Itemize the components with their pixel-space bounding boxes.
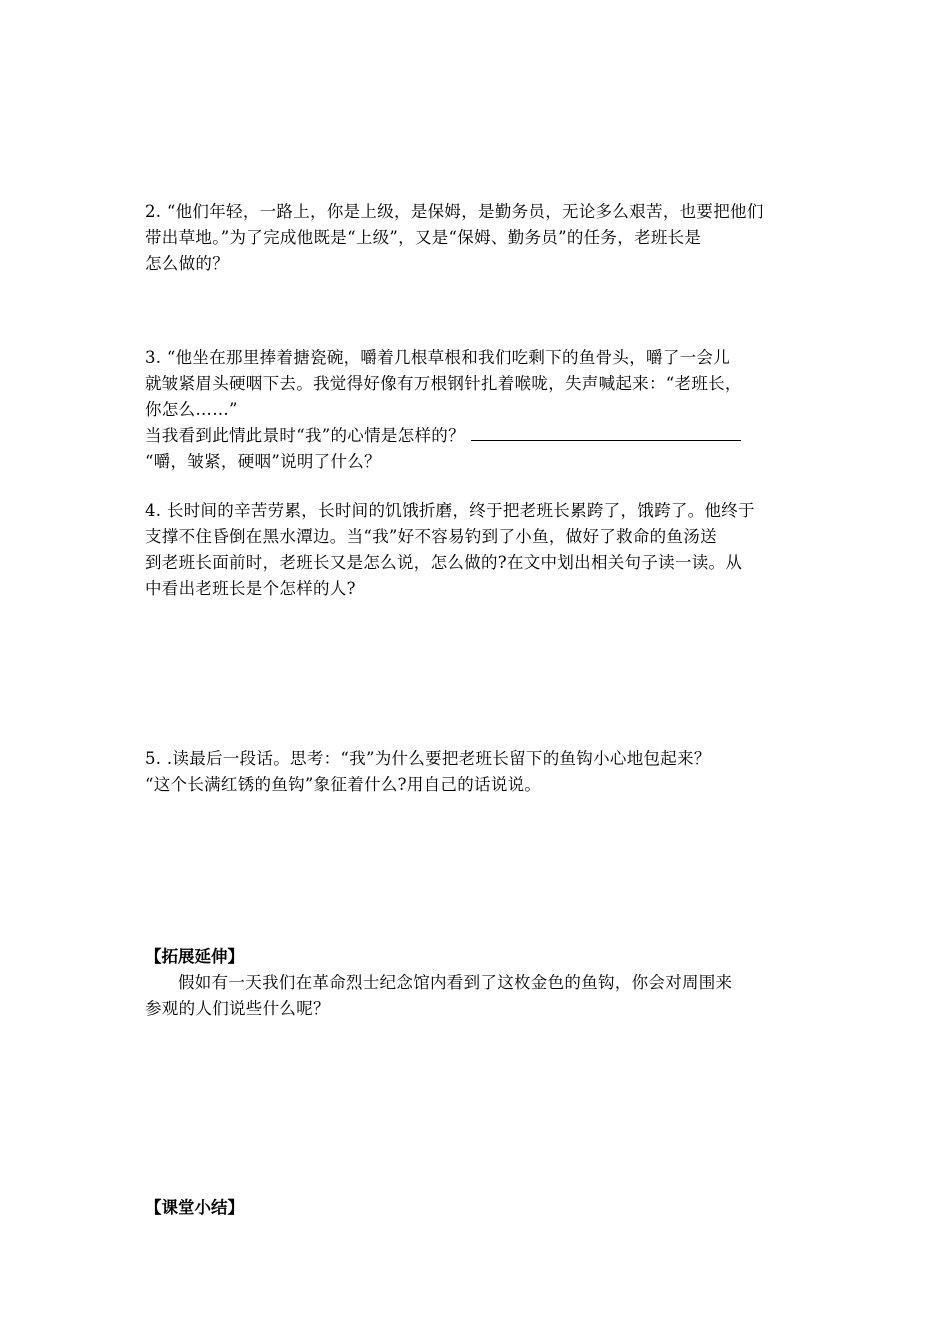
question-2-line-1: 2. “他们年轻，一路上，你是上级，是保姆，是勤务员，无论多么艰苦，也要把他们	[145, 202, 764, 221]
question-3-prompt: 当我看到此情此景时“我”的心情是怎样的？	[145, 426, 465, 445]
question-3	[145, 345, 815, 475]
question-5	[145, 746, 815, 798]
question-4-line-2: 支撑不住昏倒在黑水潭边。当“我”好不容易钓到了小鱼，做好了救命的鱼汤送	[145, 527, 717, 546]
question-2-line-2: 带出草地。”为了完成他既是“上级”，又是“保姆、勤务员”的任务，老班长是	[145, 228, 702, 247]
summary-heading: 【课堂小结】	[145, 1198, 244, 1217]
question-3-line-2: 就皱紧眉头硬咽下去。我觉得好像有万根钢针扎着喉咙，失声喊起来：“老班长，	[145, 374, 742, 393]
extension-text	[145, 970, 815, 1022]
question-4	[145, 498, 815, 602]
question-3-line-1: 3. “他坐在那里捧着搪瓷碗，嚼着几根草根和我们吃剩下的鱼骨头，嚼了一会儿	[145, 348, 731, 367]
question-3-prompt-line	[145, 423, 815, 449]
answer-blank-line[interactable]	[471, 424, 741, 441]
question-2-line-3: 怎么做的？	[145, 254, 229, 273]
question-5-line-2: “这个长满红锈的鱼钩”象征着什么?用自己的话说说。	[145, 775, 542, 794]
question-2	[145, 199, 815, 277]
question-4-line-4: 中看出老班长是个怎样的人?	[145, 579, 356, 598]
extension-heading: 【拓展延伸】	[145, 947, 244, 966]
question-5-line-1: 5. .读最后一段话。思考：“我”为什么要把老班长留下的鱼钩小心地包起来？	[145, 749, 711, 768]
question-4-line-3: 到老班长面前时，老班长又是怎么说，怎么做的?在文中划出相关句子读一读。从	[145, 553, 743, 572]
question-3-sub-question: “嚼，皱紧，硬咽”说明了什么？	[145, 452, 381, 471]
extension-line-2: 参观的人们说些什么呢？	[145, 999, 330, 1018]
question-3-line-3: 你怎么……”	[145, 400, 238, 419]
extension-line-1: 假如有一天我们在革命烈士纪念馆内看到了这枚金色的鱼钩，你会对周围来	[178, 973, 733, 992]
question-4-line-1: 4. 长时间的辛苦劳累，长时间的饥饿折磨，终于把老班长累跨了，饿跨了。他终于	[145, 501, 755, 520]
